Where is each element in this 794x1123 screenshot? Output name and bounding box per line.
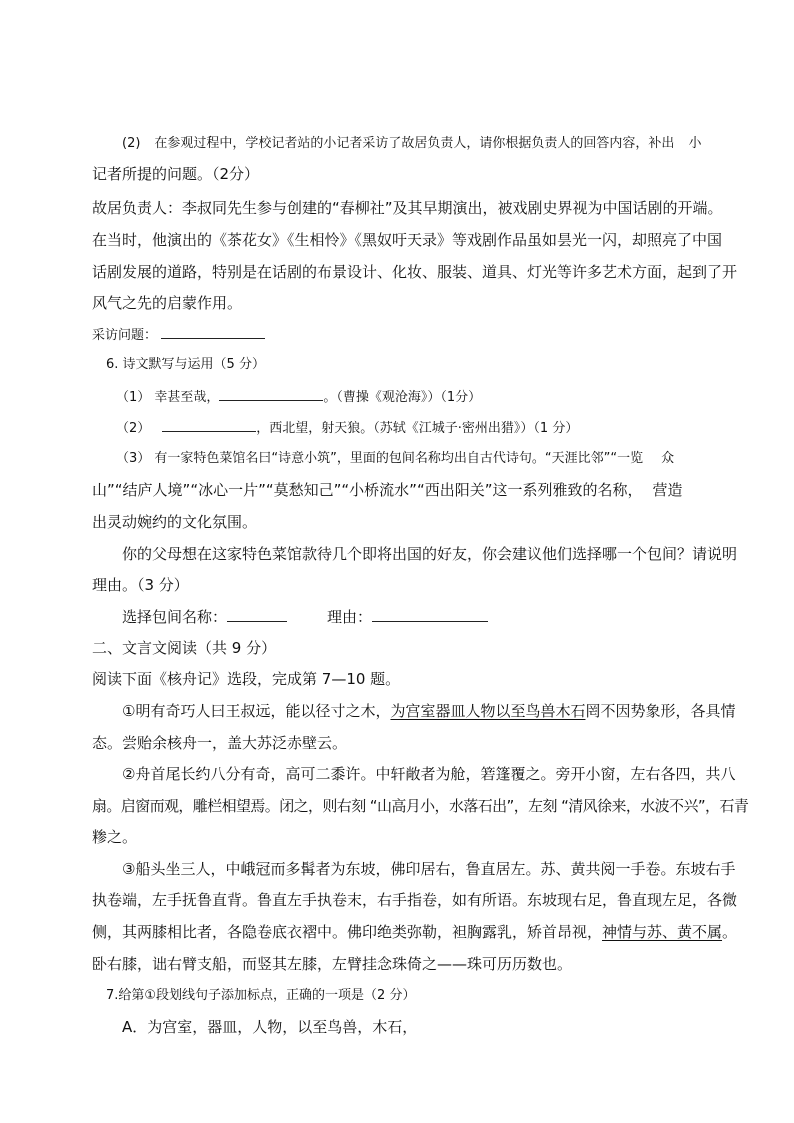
q6-s2-blank[interactable] (162, 417, 256, 432)
q7-stem: 7.给第①段划线句子添加标点，正确的一项是（2 分） (106, 988, 416, 1003)
passage-p3-line4: 卧右膝，诎右臂支船，而竖其左膝，左臂挂念珠倚之——珠可历历数也。 (92, 955, 573, 973)
passage-p3-line2: 执卷端，左手抚鲁直背。鲁直左手执卷末，右手指卷，如有所语。东坡现右足，鲁直现左足，各微 (92, 891, 738, 909)
q5-sub2-prefix: (2) (122, 136, 141, 151)
part2-intro: 阅读下面《核舟记》选段，完成第 7—10 题。 (92, 670, 401, 688)
q6-s3-line4: 你的父母想在这家特色菜馆款待几个即将出国的好友，你会建议他们选择哪一个包间？请说明 (122, 545, 738, 563)
interview-answer-blank[interactable] (161, 324, 265, 339)
q6-s3-line3: 出灵动婉约的文化氛围。 (92, 513, 258, 531)
q6-s1-prefix: （1） 幸甚至哉， (116, 390, 220, 405)
q6-title: 6. 诗文默写与运用（5 分） (106, 357, 265, 372)
passage-p3-line1: ③船头坐三人，中峨冠而多髯者为东坡，佛印居右，鲁直居左。苏、黄共阅一手卷。东坡右手 (122, 860, 736, 878)
q5-sub2-tail: 小 (688, 136, 702, 151)
q6-s3-line5: 理由。（3 分） (92, 576, 189, 594)
p1-text-b: 罔不因势象形，各具情 (585, 702, 736, 720)
q6-s3-text2a: 山”“结庐人境”“冰心一片”“莫愁知己”“小桥流水”“西出阳关”这一系列雅致的名称， (92, 481, 643, 499)
q7-option-a[interactable]: A．为宫室，器皿，人物，以至鸟兽，木石， (122, 1018, 418, 1036)
q5-sub2-text: 在参观过程中，学校记者站的小记者采访了故居负责人，请你根据负责人的回答内容，补出 (154, 136, 675, 151)
passage-p2-line2: 扇。启窗而观，雕栏相望焉。闭之，则右刻 “山高月小，水落石出”，左刻 “清风徐来，水波不兴”，石青 (92, 797, 749, 815)
q6-s3-line1 (116, 449, 674, 469)
p3-text-a: 侧，其两膝相比者，各隐卷底衣褶中。佛印绝类弥勒，袒胸露乳，矫首昂视， (92, 923, 603, 941)
part2-heading: 二、文言文阅读（共 9 分） (92, 639, 277, 657)
p1-text-a: ①明有奇巧人曰王叔远，能以径寸之木， (122, 702, 391, 720)
q5-sub2-line2: 记者所提的问题。（2分） (92, 165, 260, 183)
passage-p2-line1: ②舟首尾长约八分有奇，高可二黍许。中轩敞者为舱，箬篷覆之。旁开小窗，左右各四，共八 (122, 765, 736, 783)
choose-room-label: 选择包间名称： (122, 608, 228, 626)
q5-sub2-line1 (122, 134, 701, 154)
reason-label: 理由： (327, 608, 373, 626)
q6-answer-line (122, 607, 488, 627)
reason-blank[interactable] (372, 607, 488, 622)
q5-interview-line (92, 324, 265, 346)
choose-room-blank[interactable] (227, 607, 287, 622)
p3-underlined-phrase: 神情与苏、黄不属 (602, 923, 723, 941)
q5-answer-line4: 风气之先的启蒙作用。 (92, 294, 243, 312)
q6-s1-line (116, 386, 481, 408)
q6-s1-blank[interactable] (219, 386, 323, 401)
q6-s3-text1: （3） 有一家特色菜馆名曰“诗意小筑”，里面的包间名称均出自古代诗句。“天涯比邻”“一览 (116, 451, 644, 466)
passage-p1-line2: 态。尝贻余核舟一，盖大苏泛赤壁云。 (92, 734, 348, 752)
q6-s2-suffix: ，西北望，射天狼。（苏轼《江城子·密州出猎》）（1 分） (256, 421, 579, 436)
q5-answer-line1: 故居负责人：李叔同先生参与创建的“春柳社”及其早期演出，被戏剧史界视为中国话剧的开端。 (92, 199, 723, 217)
q6-s3-text2b: 营造 (652, 481, 683, 499)
q5-answer-line2: 在当时，他演出的《茶花女》《生相怜》《黑奴吁天录》等戏剧作品虽如昙光一闪，却照亮了中国 (92, 231, 723, 249)
p3-text-b: 。 (722, 923, 738, 941)
q6-s2-prefix: （2） (116, 421, 151, 436)
interview-label: 采访问题： (92, 328, 158, 343)
p1-underlined-sentence: 为宫室器皿人物以至鸟兽木石 (390, 702, 586, 720)
q6-s2-line (116, 417, 578, 439)
passage-p3-line3 (92, 922, 737, 942)
q6-s1-suffix: 。（曹操《观沧海》）（1分） (323, 390, 482, 405)
passage-p2-line3: 糁之。 (92, 828, 138, 846)
passage-p1-line1 (122, 701, 735, 721)
q5-answer-line3: 话剧发展的道路，特别是在话剧的布景设计、化妆、服装、道具、灯光等许多艺术方面，起到了开 (92, 263, 738, 281)
q6-s3-line2 (92, 480, 683, 500)
q6-s3-tail1: 众 (661, 451, 675, 466)
